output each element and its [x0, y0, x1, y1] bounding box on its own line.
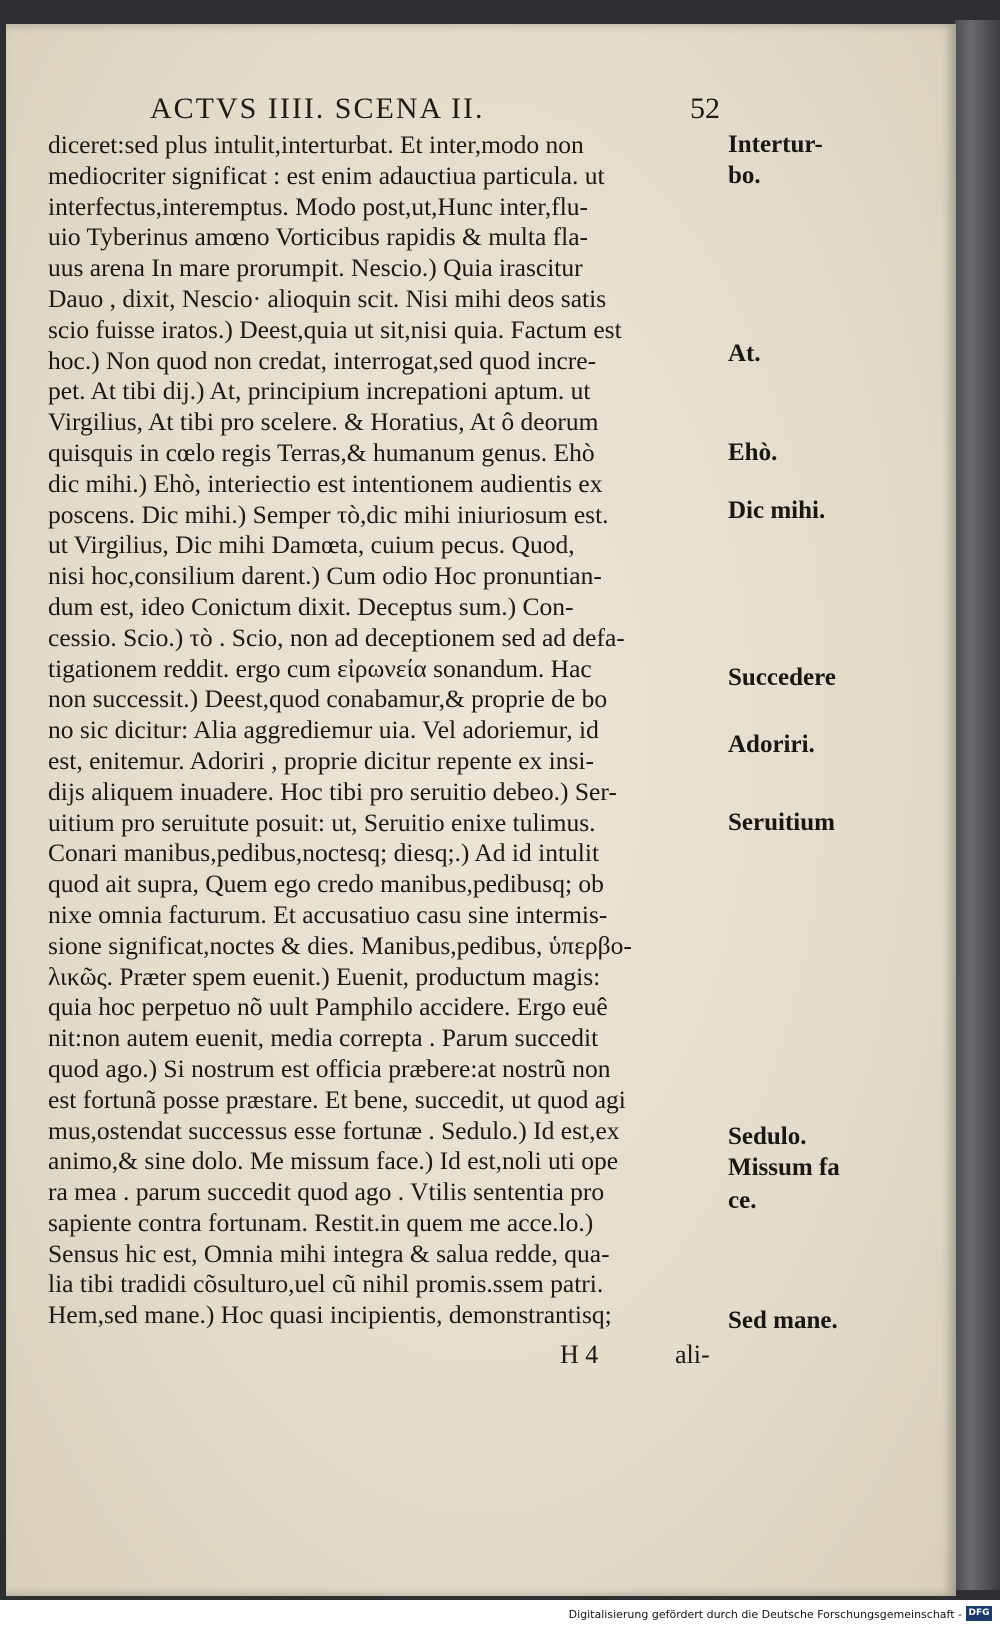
text-line: dic mihi.) Ehò, interiectio est intentionem audientis ex — [48, 468, 603, 498]
text-line: ut Virgilius, Dic mihi Damœta, cuium pecus. Quod, — [48, 530, 575, 560]
text-line: tigationem reddit. ergo cum εἰρωνεία sonandum. Hac — [48, 653, 592, 683]
marginal-note: Sedulo. — [728, 1123, 807, 1150]
text-line: dijs aliquem inuadere. Hoc tibi pro seruitio debeo.) Ser- — [48, 776, 617, 806]
main-text-block — [48, 130, 730, 1331]
marginal-note: Intertur- — [728, 131, 823, 158]
marginal-note: Succedere — [728, 664, 836, 691]
text-line: λικῶς. Præter spem euenit.) Euenit, productum magis: — [48, 961, 601, 991]
text-line: Sensus hic est, Omnia mihi integra & salua redde, qua- — [48, 1238, 610, 1268]
marginal-note: Missum fa — [728, 1154, 840, 1181]
text-line: nisi hoc,consilium darent.) Cum odio Hoc pronuntian- — [48, 561, 602, 591]
text-line: uio Tyberinus amœno Vorticibus rapidis & multa fla- — [48, 222, 589, 252]
digitization-footer — [0, 1600, 1000, 1631]
text-line: quod ago.) Si nostrum est officia præbere:at nostrũ non — [48, 1053, 611, 1083]
marginal-note: ce. — [728, 1187, 757, 1214]
text-line: animo,& sine dolo. Me missum face.) Id est,noli uti ope — [48, 1146, 619, 1176]
text-line: diceret:sed plus intulit,interturbat. Et inter,modo non — [48, 130, 584, 159]
text-line: cessio. Scio.) τò . Scio, non ad deceptionem sed ad defa- — [48, 622, 625, 652]
marginal-note: bo. — [728, 162, 761, 189]
page-number: 52 — [690, 92, 720, 125]
text-line: non successit.) Deest,quod conabamur,& proprie de bo — [48, 684, 608, 714]
text-line: nixe omnia facturum. Et accusatiuo casu sine intermis- — [48, 899, 608, 929]
marginal-note: Ehò. — [728, 439, 778, 466]
text-line: uus arena In mare prorumpit. Nescio.) Quia irascitur — [48, 253, 583, 283]
signature-mark: H 4 — [560, 1340, 599, 1369]
running-head: ACTVS IIII. SCENA II. — [150, 92, 485, 125]
text-line: sione significat,noctes & dies. Manibus,pedibus, ὑπερβο- — [48, 930, 632, 960]
text-line: interfectus,interemptus. Modo post,ut,Hunc inter,flu- — [48, 191, 589, 221]
text-line: nit:non autem euenit, media correpta . Parum succedit — [48, 1023, 599, 1053]
text-line: Virgilius, At tibi pro scelere. & Horatius, At ô deorum — [48, 407, 599, 437]
page-header — [150, 92, 740, 128]
dfg-logo: DFG — [966, 1606, 992, 1621]
text-line: est fortunã posse præstare. Et bene, succedit, ut quod agi — [48, 1084, 626, 1114]
text-line: poscens. Dic mihi.) Semper τò,dic mihi iniuriosum est. — [48, 499, 609, 529]
text-line: Hem,sed mane.) Hoc quasi incipientis, demonstrantisq; — [48, 1300, 612, 1330]
text-line: quia hoc perpetuo nõ uult Pamphilo accidere. Ergo euê — [48, 992, 608, 1022]
text-line: Conari manibus,pedibus,noctesq; diesq;.) Ad id intulit — [48, 838, 600, 868]
book-edge — [955, 20, 1000, 1590]
marginal-note: At. — [728, 340, 761, 367]
text-line: hoc.) Non quod non credat, interrogat,sed quod incre- — [48, 345, 597, 375]
text-line: no sic dicitur: Alia aggrediemur uia. Vel adoriemur, id — [48, 715, 599, 745]
text-line: scio fuisse iratos.) Deest,quia ut sit,nisi quia. Factum est — [48, 314, 622, 344]
catchword: ali- — [675, 1340, 710, 1369]
text-line: mus,ostendat successus esse fortunæ . Sedulo.) Id est,ex — [48, 1115, 620, 1145]
text-line: ra mea . parum succedit quod ago . Vtilis sententia pro — [48, 1177, 605, 1207]
marginal-note: Adoriri. — [728, 731, 815, 758]
text-line: pet. At tibi dij.) At, principium increpationi aptum. ut — [48, 376, 591, 406]
marginal-note: Dic mihi. — [728, 497, 826, 524]
text-line: Dauo , dixit, Nescio· alioquin scit. Nisi mihi deos satis — [48, 283, 607, 313]
marginal-note: Sed mane. — [728, 1307, 838, 1334]
text-line: uitium pro seruitute posuit: ut, Seruitio enixe tulimus. — [48, 807, 596, 837]
text-line: dum est, ideo Conictum dixit. Deceptus sum.) Con- — [48, 591, 574, 621]
text-line: quod ait supra, Quem ego credo manibus,pedibusq; ob — [48, 869, 604, 899]
funding-credit: Digitalisierung gefördert durch die Deutsche Forschungsgemeinschaft - — [568, 1608, 962, 1621]
text-line: est, enitemur. Adoriri , proprie dicitur repente ex insi- — [48, 745, 594, 775]
signature-line — [560, 1340, 740, 1372]
text-line: mediocriter significat : est enim adauctiua particula. ut — [48, 160, 605, 190]
marginal-note: Seruitium — [728, 809, 835, 836]
text-line: quisquis in cœlo regis Terras,& humanum genus. Ehò — [48, 437, 595, 467]
text-line: lia tibi tradidi cõsulturo,uel cũ nihil promis.ssem patri. — [48, 1269, 604, 1299]
text-line: sapiente contra fortunam. Restit.in quem me acce.lo.) — [48, 1207, 594, 1237]
